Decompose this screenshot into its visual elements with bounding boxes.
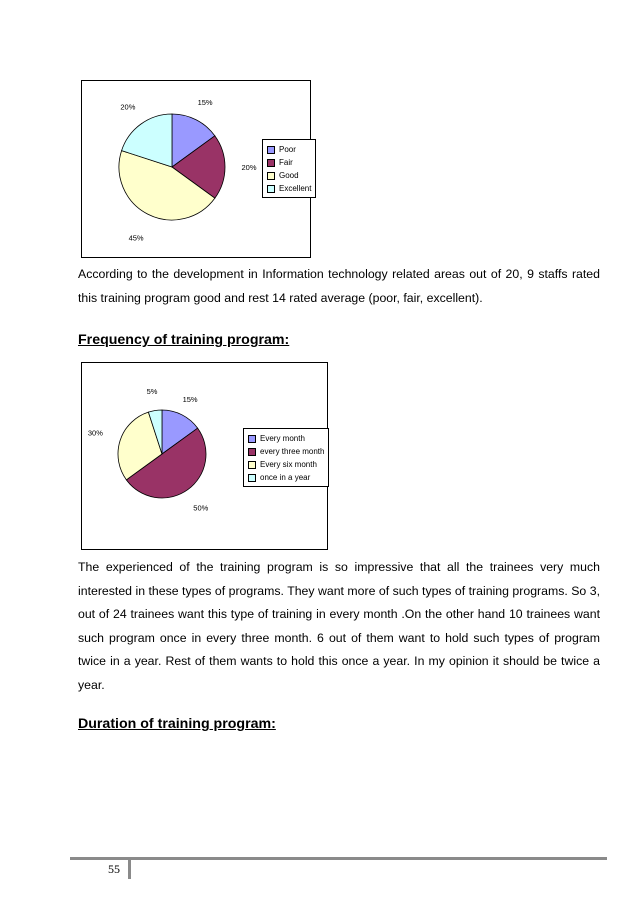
chart-frequency xyxy=(81,362,328,550)
chart-rating xyxy=(81,80,311,258)
footer-divider xyxy=(128,859,131,879)
frequency-label-every-six-month: 30% xyxy=(87,428,103,438)
heading-frequency: Frequency of training program: xyxy=(78,332,290,348)
rating-label-fair: 20% xyxy=(241,163,257,172)
legend-item-every-three-month: every three month xyxy=(248,445,324,458)
legend-item-excellent: Excellent xyxy=(267,182,311,195)
legend-swatch-once-in-a-year xyxy=(248,474,256,482)
legend-item-once-in-a-year: once in a year xyxy=(248,471,324,484)
legend-item-good: Good xyxy=(267,169,311,182)
rating-label-poor: 15% xyxy=(197,98,213,107)
frequency-label-every-three-month: 50% xyxy=(193,503,209,513)
chart-frequency-legend xyxy=(243,428,329,487)
legend-item-poor: Poor xyxy=(267,143,311,156)
paragraph-rating-summary: According to the development in Information technology related areas out of 20, 9 staffs rated this training program good and rest 14 rated average (poor, fair, excellent). xyxy=(78,267,600,305)
legend-item-fair: Fair xyxy=(267,156,311,169)
frequency-label-every-month: 15% xyxy=(182,394,198,404)
rating-label-good: 45% xyxy=(128,233,144,243)
paragraph-frequency-summary: The experienced of the training program is so impressive that all the trainees very much interested in these types of programs. They want more of such types of training programs. So 3, out of 24 trainees want this type of training in every month .On the other hand 10 trainees want such program once in every three month. 6 out of them want to hold such types of program twice in a year. Rest of them wants to hold this once a year. In my opinion it should be twice a year. xyxy=(78,560,600,692)
heading-duration: Duration of training program: xyxy=(78,716,276,732)
page-number: 55 xyxy=(108,862,120,876)
legend-swatch-every-three-month xyxy=(248,448,256,456)
footer-rule xyxy=(70,857,607,860)
legend-item-every-month: Every month xyxy=(248,432,324,445)
legend-swatch-every-month xyxy=(248,435,256,443)
legend-swatch-good xyxy=(267,172,275,180)
legend-swatch-excellent xyxy=(267,185,275,193)
legend-swatch-fair xyxy=(267,159,275,167)
frequency-label-once-in-a-year: 5% xyxy=(146,386,158,396)
legend-swatch-every-six-month xyxy=(248,461,256,469)
rating-label-excellent: 20% xyxy=(120,102,136,112)
legend-item-every-six-month: Every six month xyxy=(248,458,324,471)
chart-rating-legend xyxy=(262,139,316,198)
legend-swatch-poor xyxy=(267,146,275,154)
